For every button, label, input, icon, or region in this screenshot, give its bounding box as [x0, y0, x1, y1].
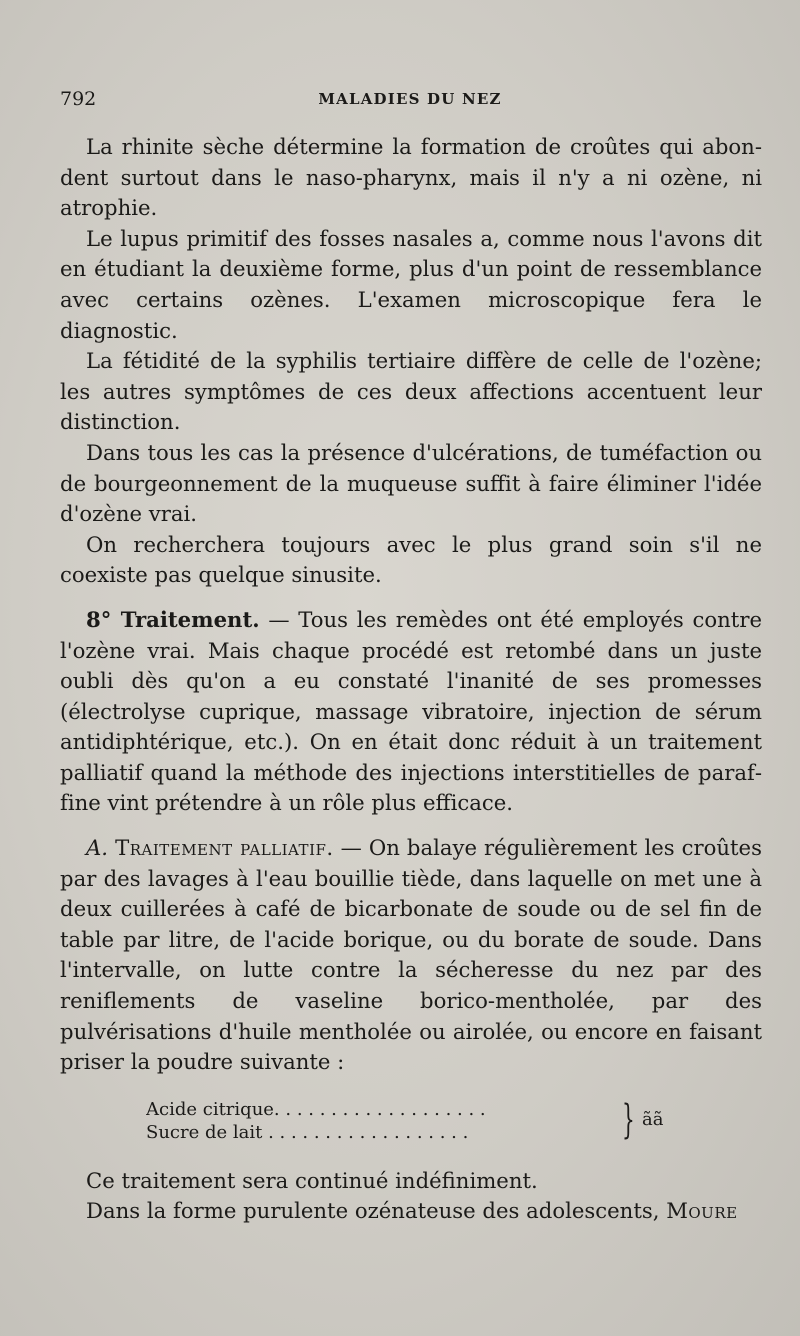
prescription-formula: [146, 1098, 762, 1144]
subsection-letter: A.: [86, 835, 109, 861]
section-gap: [60, 819, 762, 833]
palliatif-text: — On balaye régulièrement les croûtes par des lavages à l'eau bouillie tiède, dans laquelle on met une à deux cuillerées à café de bicarbonate de soude ou de sel fin de table par litre, de l'acide borique, ou du borate de soude. Dans l'intervalle, on lutte contre la sécheresse du nez par des reniflements de vaseline borico-mentholée, par des pulvérisations d'huile mentholée ou airolée, ou encore en faisant priser la poudre suivante :: [60, 835, 762, 1075]
prescription-ingredient: Sucre de lait . . . . . . . . . . . . . . . . . .: [146, 1121, 469, 1143]
traitement-text: — Tous les remèdes ont été employés contre l'ozène vrai. Mais chaque procédé est retombé dans un juste oubli dès qu'on a eu constaté l'inanité de ses promesses (électrolyse cuprique, massage vibratoire, injection de sérum antidiphtérique, etc.). On en était donc réduit à un traitement palliatif quand la méthode des injections interstitielles de paraffine vint prétendre à un rôle plus efficace.: [60, 606, 762, 816]
paragraph-forme-purulente: [60, 1196, 762, 1227]
page-header: [60, 88, 760, 118]
paragraph-traitement-palliatif: [60, 833, 762, 1078]
prescription-ingredient: Acide citrique. . . . . . . . . . . . . . . . . . .: [146, 1098, 486, 1120]
paragraph-continuation: Ce traitement sera continué indéfiniment.: [86, 1167, 538, 1193]
author-name: Moure: [666, 1198, 738, 1224]
section-gap: [60, 591, 762, 605]
paragraph-traitement: [60, 605, 762, 819]
subsection-heading-palliatif: Traitement palliatif.: [115, 835, 334, 861]
paragraph-lupus: Le lupus primitif des fosses nasales a, comme nous l'avons dit en étudiant la deuxième forme, plus d'un point de ressemblance avec certains ozènes. L'examen microscopique fera le diagnostic.: [60, 225, 762, 343]
page-body: [60, 132, 762, 1227]
prescription-item: [146, 1098, 762, 1121]
paragraph-rhinite-seche: La rhinite sèche détermine la formation de croûtes qui abondent surtout dans le naso-pharynx, mais il n'y a ni ozène, ni atrophie.: [60, 134, 762, 221]
paragraph-syphilis: La fétidité de la syphilis tertiaire diffère de celle de l'ozène; les autres symptômes de ces deux affections accentuent leur distinction.: [60, 348, 762, 435]
running-title: MALADIES DU NEZ: [318, 90, 502, 108]
paragraph-ulcerations: Dans tous les cas la présence d'ulcérations, de tuméfaction ou de bourgeonnement de la muqueuse suffit à faire éliminer l'idée d'ozène vrai.: [60, 439, 762, 527]
forme-purulente-text: Dans la forme purulente ozénateuse des adolescents,: [86, 1198, 667, 1224]
prescription-quantity: ãã: [642, 1108, 664, 1130]
prescription-item: [146, 1121, 762, 1144]
section-heading-traitement: 8° Traitement.: [86, 606, 260, 632]
prescription-brace: }: [622, 1096, 635, 1143]
page-number: 792: [60, 88, 97, 110]
paragraph-sinusite: On recherchera toujours avec le plus grand soin s'il ne coexiste pas quelque sinusite.: [60, 531, 762, 588]
